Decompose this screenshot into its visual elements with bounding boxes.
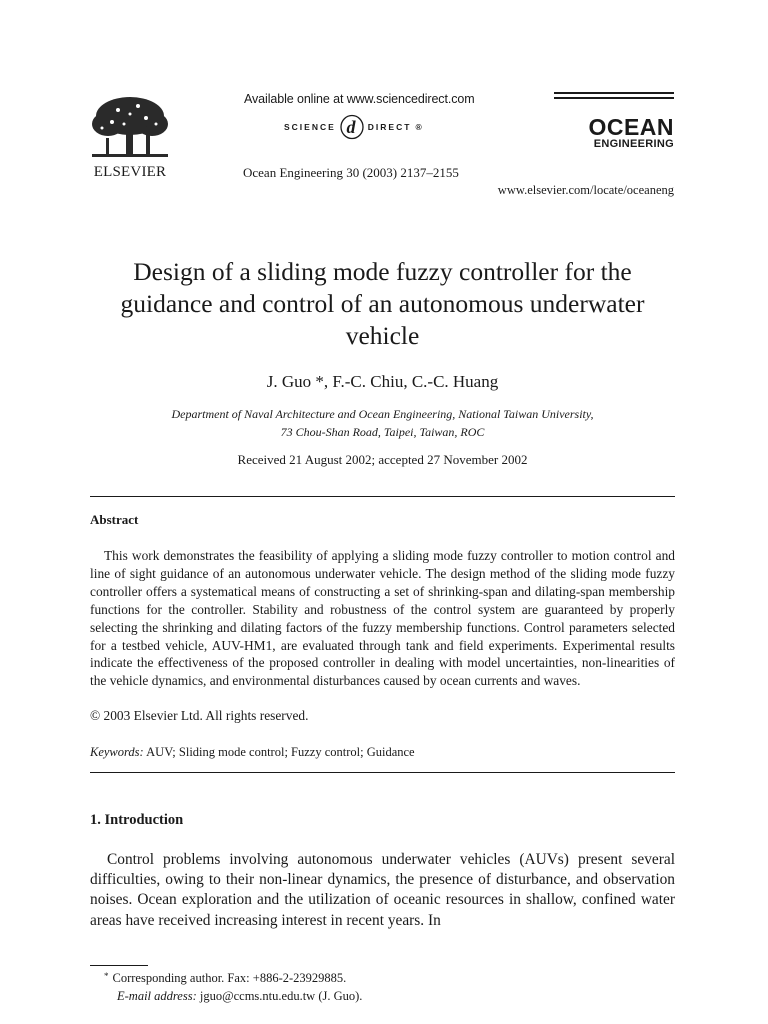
journal-logo — [554, 92, 674, 150]
sd-logo-right: DIRECT — [367, 122, 412, 132]
email-address[interactable]: jguo@ccms.ntu.edu.tw (J. Guo). — [199, 989, 363, 1003]
elsevier-tree-icon — [88, 94, 172, 162]
affiliation-line: 73 Chou-Shan Road, Taipei, Taiwan, ROC — [280, 425, 485, 439]
introduction-body: Control problems involving autonomous underwater vehicles (AUVs) present several difficulties, owing to their non-linear dynamics, the presence of disturbance, and observation noises. Ocean exploration and the utilization of oceanic resources in shallow, confined water areas have received increasing interest in recent years. In — [90, 851, 675, 929]
keywords — [90, 745, 415, 760]
abstract-body: This work demonstrates the feasibility of applying a sliding mode fuzzy controller to motion control and line of sight guidance of an autonomous underwater vehicle. The design method of the sliding mode fuzzy controller offers a systematical means of constructing a set of shrinking-span and dilating-span membership functions for the controller. Stability and robustness of the control system are guaranteed by properly selecting the shrinking and dilating factors of the fuzzy membership functions. Control parameters selected for a testbed vehicle, AUV-HM1, are evaluated through tank and field experiments. Experimental results indicate the effectiveness of the proposed controller in dealing with model uncertainties, non-linearities of the vehicle dynamics, and environmental disturbances caused by ocean currents and waves. — [90, 548, 675, 689]
journal-logo-line1: OCEAN — [588, 114, 674, 140]
divider — [90, 772, 675, 773]
received-dates: Received 21 August 2002; accepted 27 November 2002 — [237, 452, 528, 467]
footnote-rule — [90, 965, 148, 966]
publisher-name: ELSEVIER — [93, 164, 167, 180]
journal-citation: Ocean Engineering 30 (2003) 2137–2155 — [243, 165, 459, 180]
journal-url-link[interactable]: www.elsevier.com/locate/oceaneng — [497, 183, 674, 197]
journal-logo-line2: ENGINEERING — [593, 138, 674, 150]
footnote-corresponding — [104, 971, 346, 986]
available-online-text: Available online at www.sciencedirect.com — [244, 92, 475, 106]
footnote-marker: * — [104, 971, 109, 981]
footnote-email — [117, 989, 362, 1004]
keywords-list: AUV; Sliding mode control; Fuzzy control; Guidance — [146, 745, 415, 759]
introduction-heading: 1. Introduction — [90, 812, 184, 828]
article-authors: J. Guo *, F.-C. Chiu, C.-C. Huang — [266, 372, 499, 391]
copyright-notice: © 2003 Elsevier Ltd. All rights reserved. — [90, 708, 309, 723]
sciencedirect-mark-icon — [340, 114, 364, 140]
sciencedirect-logo — [284, 113, 424, 141]
logo-rule — [554, 92, 674, 94]
sd-logo-sup: ® — [415, 122, 424, 132]
svg-text:d: d — [346, 117, 358, 137]
footnote-corresponding-text: Corresponding author. Fax: +886-2-23929885. — [112, 971, 347, 985]
email-label: E-mail address: — [117, 989, 197, 1003]
publisher-logo — [88, 94, 172, 181]
author-affiliation — [90, 405, 675, 441]
logo-rule — [554, 97, 674, 99]
sd-logo-left: SCIENCE — [284, 122, 336, 132]
abstract-heading: Abstract — [90, 512, 139, 527]
keywords-label: Keywords: — [90, 745, 144, 759]
divider — [90, 496, 675, 497]
article-title: Design of a sliding mode fuzzy controller for the guidance and control of an autonomous underwater vehicle — [120, 257, 645, 350]
affiliation-line: Department of Naval Architecture and Ocean Engineering, National Taiwan University, — [171, 407, 594, 421]
